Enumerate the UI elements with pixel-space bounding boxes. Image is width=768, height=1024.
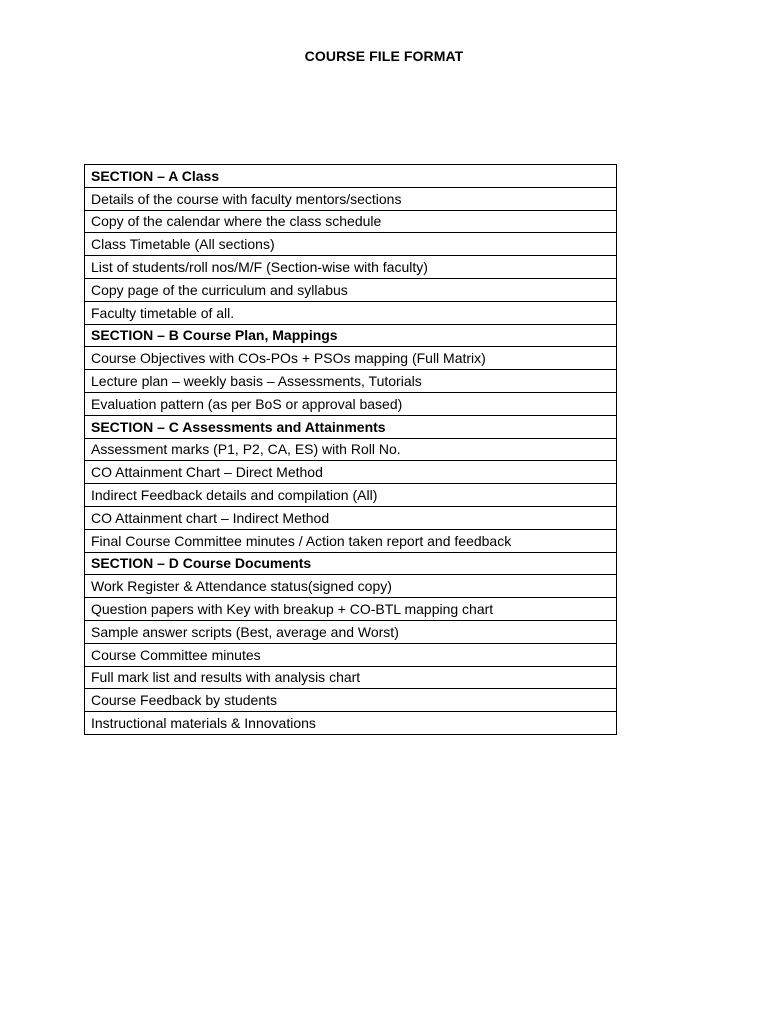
table-cell: Evaluation pattern (as per BoS or approval based) xyxy=(85,392,617,415)
table-row xyxy=(85,689,617,712)
section-header-cell: SECTION – D Course Documents xyxy=(85,552,617,575)
table-row xyxy=(85,484,617,507)
table-cell: CO Attainment Chart – Direct Method xyxy=(85,461,617,484)
section-header-cell: SECTION – A Class xyxy=(85,165,617,188)
table-row xyxy=(85,598,617,621)
table-cell: Final Course Committee minutes / Action taken report and feedback xyxy=(85,529,617,552)
section-header-row xyxy=(85,165,617,188)
table-row xyxy=(85,529,617,552)
table-cell: Assessment marks (P1, P2, CA, ES) with Roll No. xyxy=(85,438,617,461)
course-file-table xyxy=(84,164,617,735)
table-row xyxy=(85,233,617,256)
table-cell: Full mark list and results with analysis chart xyxy=(85,666,617,689)
table-row xyxy=(85,712,617,735)
table-cell: Indirect Feedback details and compilation (All) xyxy=(85,484,617,507)
table-row xyxy=(85,620,617,643)
table-row xyxy=(85,370,617,393)
section-header-row xyxy=(85,552,617,575)
table-row xyxy=(85,506,617,529)
table-cell: Instructional materials & Innovations xyxy=(85,712,617,735)
table-cell: Work Register & Attendance status(signed copy) xyxy=(85,575,617,598)
table-cell: Course Objectives with COs-POs + PSOs mapping (Full Matrix) xyxy=(85,347,617,370)
table-cell: Course Committee minutes xyxy=(85,643,617,666)
table-row xyxy=(85,666,617,689)
table-cell: Details of the course with faculty mentors/sections xyxy=(85,187,617,210)
table-cell: Copy of the calendar where the class schedule xyxy=(85,210,617,233)
table-cell: Copy page of the curriculum and syllabus xyxy=(85,278,617,301)
table-body xyxy=(85,165,617,735)
table-row xyxy=(85,575,617,598)
table-row xyxy=(85,278,617,301)
table-cell: Question papers with Key with breakup + CO-BTL mapping chart xyxy=(85,598,617,621)
table-row xyxy=(85,301,617,324)
section-header-cell: SECTION – C Assessments and Attainments xyxy=(85,415,617,438)
section-header-row xyxy=(85,324,617,347)
table-cell: Class Timetable (All sections) xyxy=(85,233,617,256)
table-row xyxy=(85,392,617,415)
table-row xyxy=(85,187,617,210)
table-row xyxy=(85,210,617,233)
table-cell: CO Attainment chart – Indirect Method xyxy=(85,506,617,529)
table-row xyxy=(85,438,617,461)
table-row xyxy=(85,347,617,370)
table-cell: List of students/roll nos/M/F (Section-wise with faculty) xyxy=(85,256,617,279)
section-header-row xyxy=(85,415,617,438)
section-header-cell: SECTION – B Course Plan, Mappings xyxy=(85,324,617,347)
table-cell: Course Feedback by students xyxy=(85,689,617,712)
table-cell: Sample answer scripts (Best, average and Worst) xyxy=(85,620,617,643)
table-row xyxy=(85,643,617,666)
page-title: COURSE FILE FORMAT xyxy=(304,48,464,64)
table-row xyxy=(85,461,617,484)
table-cell: Faculty timetable of all. xyxy=(85,301,617,324)
table-row xyxy=(85,256,617,279)
table-cell: Lecture plan – weekly basis – Assessments, Tutorials xyxy=(85,370,617,393)
